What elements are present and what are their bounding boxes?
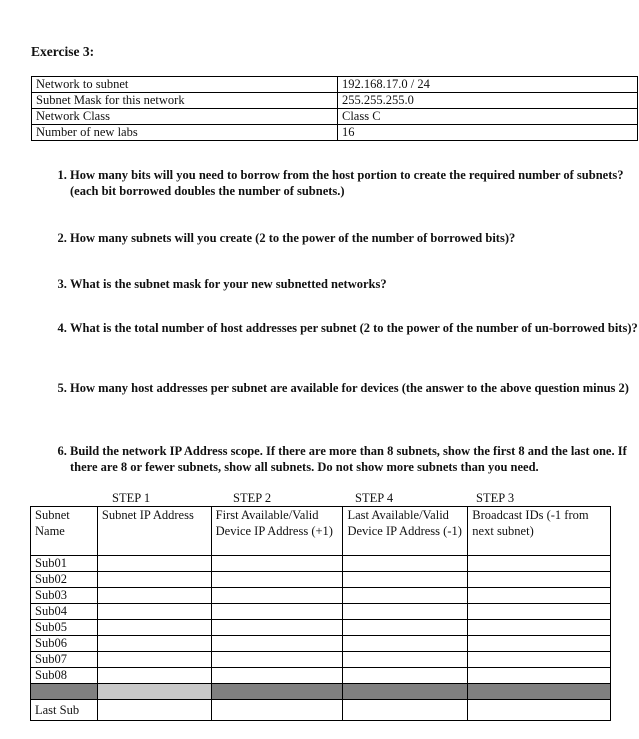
subnet-name: Sub04 xyxy=(31,604,98,620)
answer-cell[interactable] xyxy=(97,620,211,636)
info-row-class xyxy=(32,109,638,125)
table-row xyxy=(31,572,611,588)
network-info-table xyxy=(31,76,638,141)
answer-cell[interactable] xyxy=(468,620,611,636)
answer-cell[interactable] xyxy=(97,700,211,721)
header-last-valid: Last Available/Valid Device IP Address (-1) xyxy=(343,507,468,556)
answer-cell[interactable] xyxy=(343,572,468,588)
exercise-title: Exercise 3: xyxy=(31,44,95,59)
question-6: 6. Build the network IP Address scope. If there are more than 8 subnets, show the first 8 and the last one. If there are 8 or fewer subnets, show all subnets. Do not show more subnets than you need. xyxy=(70,444,638,475)
info-label: Network to subnet xyxy=(32,77,338,93)
ip-scope-table xyxy=(30,506,611,721)
question-5: 5. How many host addresses per subnet are available for devices (the answer to the above question minus 2) xyxy=(70,381,638,397)
question-3: 3. What is the subnet mask for your new subnetted networks? xyxy=(70,277,638,293)
subnet-name: Last Sub xyxy=(31,700,98,721)
answer-cell[interactable] xyxy=(211,652,343,668)
info-value: 255.255.255.0 xyxy=(338,93,638,109)
info-label: Network Class xyxy=(32,109,338,125)
subnet-name: Sub03 xyxy=(31,588,98,604)
info-value: Class C xyxy=(338,109,638,125)
step-label: STEP 1 xyxy=(112,491,151,505)
question-1: 1. How many bits will you need to borrow from the host portion to create the required number of subnets? (each bit borrowed doubles the number of subnets.) xyxy=(70,168,638,199)
answer-cell[interactable] xyxy=(211,556,343,572)
answer-cell[interactable] xyxy=(211,588,343,604)
answer-cell[interactable] xyxy=(97,668,211,684)
info-label: Subnet Mask for this network xyxy=(32,93,338,109)
header-first-valid: First Available/Valid Device IP Address (+1) xyxy=(211,507,343,556)
question-2: 2. How many subnets will you create (2 to the power of the number of borrowed bits)? xyxy=(70,231,638,247)
subnet-name: Sub08 xyxy=(31,668,98,684)
separator-cell xyxy=(468,684,611,700)
header-broadcast: Broadcast IDs (-1 from next subnet) xyxy=(468,507,611,556)
answer-cell[interactable] xyxy=(97,556,211,572)
answer-cell[interactable] xyxy=(97,588,211,604)
subnet-name: Sub01 xyxy=(31,556,98,572)
subnet-name: Sub07 xyxy=(31,652,98,668)
question-4: 4. What is the total number of host addresses per subnet (2 to the power of the number of un-borrowed bits)? xyxy=(70,321,638,337)
header-subnet-name: Subnet Name xyxy=(31,507,98,556)
answer-cell[interactable] xyxy=(468,588,611,604)
answer-cell[interactable] xyxy=(468,572,611,588)
answer-cell[interactable] xyxy=(211,636,343,652)
answer-cell[interactable] xyxy=(343,668,468,684)
answer-cell[interactable] xyxy=(468,604,611,620)
answer-cell[interactable] xyxy=(468,652,611,668)
answer-cell[interactable] xyxy=(211,668,343,684)
separator-cell xyxy=(211,684,343,700)
table-row xyxy=(31,588,611,604)
answer-cell[interactable] xyxy=(343,700,468,721)
answer-cell[interactable] xyxy=(343,636,468,652)
table-row xyxy=(31,636,611,652)
last-subnet-row xyxy=(31,700,611,721)
info-value: 192.168.17.0 / 24 xyxy=(338,77,638,93)
answer-cell[interactable] xyxy=(343,620,468,636)
subnet-name: Sub05 xyxy=(31,620,98,636)
info-row-labs xyxy=(32,125,638,141)
header-subnet-ip: Subnet IP Address xyxy=(97,507,211,556)
info-row-mask xyxy=(32,93,638,109)
table-row xyxy=(31,556,611,572)
scope-header-row xyxy=(31,507,611,556)
answer-cell[interactable] xyxy=(343,556,468,572)
step-label: STEP 3 xyxy=(476,491,515,505)
answer-cell[interactable] xyxy=(468,700,611,721)
answer-cell[interactable] xyxy=(211,572,343,588)
step-label: STEP 4 xyxy=(355,491,394,505)
info-value: 16 xyxy=(338,125,638,141)
answer-cell[interactable] xyxy=(343,588,468,604)
answer-cell[interactable] xyxy=(343,604,468,620)
separator-cell xyxy=(31,684,98,700)
table-row xyxy=(31,668,611,684)
info-label: Number of new labs xyxy=(32,125,338,141)
answer-cell[interactable] xyxy=(468,556,611,572)
subnet-name: Sub02 xyxy=(31,572,98,588)
separator-cell xyxy=(97,684,211,700)
table-row xyxy=(31,604,611,620)
answer-cell[interactable] xyxy=(468,636,611,652)
answer-cell[interactable] xyxy=(343,652,468,668)
separator-row xyxy=(31,684,611,700)
table-row xyxy=(31,620,611,636)
answer-cell[interactable] xyxy=(97,636,211,652)
answer-cell[interactable] xyxy=(211,620,343,636)
answer-cell[interactable] xyxy=(97,652,211,668)
answer-cell[interactable] xyxy=(211,700,343,721)
subnet-name: Sub06 xyxy=(31,636,98,652)
step-label: STEP 2 xyxy=(233,491,272,505)
answer-cell[interactable] xyxy=(211,604,343,620)
answer-cell[interactable] xyxy=(97,572,211,588)
answer-cell[interactable] xyxy=(97,604,211,620)
table-row xyxy=(31,652,611,668)
answer-cell[interactable] xyxy=(468,668,611,684)
info-row-network xyxy=(32,77,638,93)
separator-cell xyxy=(343,684,468,700)
